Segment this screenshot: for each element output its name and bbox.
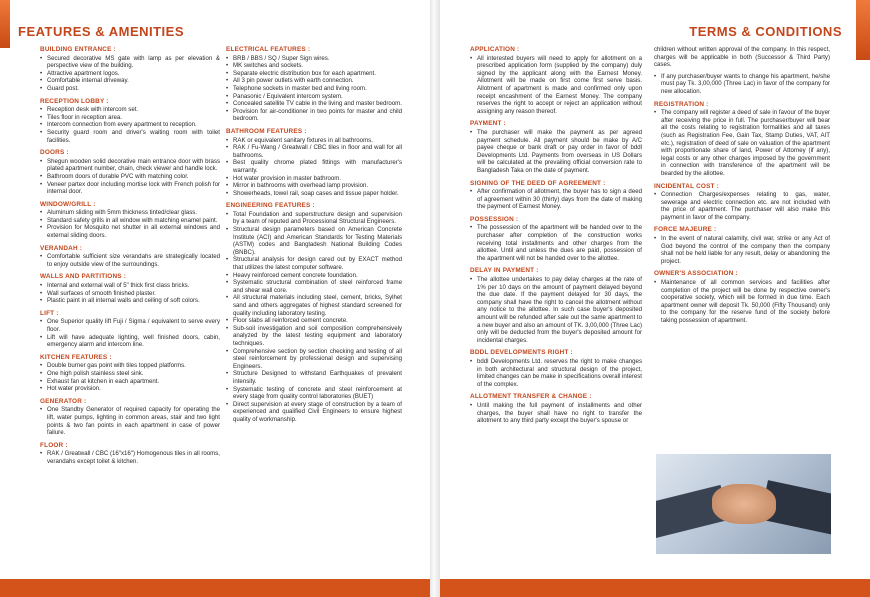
bullet-list: [40, 158, 220, 196]
section: [40, 354, 220, 393]
handshake-icon: [712, 484, 776, 524]
bullet-item: • Lift will have adequate lighting, well finished doors, cabin, emergency alarm and intercom line.: [40, 334, 220, 349]
section: [654, 101, 830, 178]
section-heading: DOORS :: [40, 149, 69, 157]
left-page: [0, 0, 430, 597]
section: [40, 273, 220, 304]
section-heading: POSSESSION :: [470, 215, 519, 223]
bullet-item: • Double burner gas point with tiles topped platforms.: [40, 362, 220, 370]
bullet-item: • Attractive apartment logos.: [40, 70, 220, 78]
section-heading: OWNER'S ASSOCIATION :: [654, 270, 738, 278]
handshake-photo: [656, 454, 831, 554]
section: [40, 398, 220, 437]
section: [226, 128, 402, 197]
section-heading: RECEPTION LOBBY :: [40, 97, 109, 105]
section: [40, 46, 220, 93]
bullet-item: • Hot water provision in master bathroom.: [226, 175, 402, 183]
section: [654, 226, 830, 265]
bullet-list: [470, 224, 642, 262]
bullet-list: [470, 358, 642, 388]
bullet-item: • Provision for air-conditioner in two points for master and child bedroom.: [226, 108, 402, 123]
bullet-list: [226, 55, 402, 123]
bullet-item: • If any purchaser/buyer wants to change his apartment, he/she must pay Tk. 3,00,000 (Three Lac) in favor of the company for new allocation.: [654, 73, 830, 96]
bullet-item: • The purchaser will make the payment as per agreed payment schedule. All payment should be make by A/C payee cheque or bank draft or pay order in favor of bddl Developments Ltd. Payments from overseas in US Dollars will be calculated at the prevailing official conversion rate to Bangladesh Taka on the date of payment.: [470, 129, 642, 175]
bullet-item: • The company will register a deed of sale in favour of the buyer after receiving the price in full. The purchaser/buyer will bear all the costs relating to registration formalities and all taxes (such as Registration Fee, Gain Tax, Stamp Duties, VAT, AIT etc.), registration of deed of sale on valuation of the apartment with proportionate share of land, Power of Attorney (if any), legal costs or any other charges imposed by the government in connection with transference of the apartment will be bearded by the allottee.: [654, 109, 830, 177]
bullet-item: • Structural design parameters based on American Concrete Institute (ACI) and American Standards for Testing Materials (ASTM) codes and Bangladesh National Building Codes (BNBC).: [226, 226, 402, 256]
bullet-item: • The possession of the apartment will be handed over to the purchaser after completion of the construction works receiving total installments and other charges from the allottee. Until and unless the dues are paid, possession of the apartment will not be handed over to the allottee.: [470, 224, 642, 262]
section: [40, 245, 220, 269]
section-heading: FLOOR :: [40, 441, 68, 449]
bullet-list: [40, 362, 220, 392]
bullet-item: • RAK / Fu-Wang / Greatwall / CBC tiles in floor and wall for all bathrooms.: [226, 144, 402, 159]
bullet-item: • Best quality chrome plated fittings with manufacturer's warranty.: [226, 159, 402, 174]
bullet-list: [654, 235, 830, 265]
bullet-item: • Hot water provision.: [40, 385, 220, 393]
bullet-item: • Floor slabs all reinforced cement concrete.: [226, 317, 402, 325]
bullet-item: • Internal and external wall of 5" thick first class bricks.: [40, 282, 220, 290]
page-title: TERMS & CONDITIONS: [689, 24, 842, 39]
bullet-item: • Security guard room and driver's waiting room with toilet facilities.: [40, 129, 220, 144]
section: [470, 180, 642, 211]
section-heading: WALLS AND PARTITIONS :: [40, 273, 127, 281]
bullet-item: • Veneer partex door including mortise lock with French polish for internal door.: [40, 181, 220, 196]
bullet-item: • RAK / Greatwall / CBC (16"x16") Homogenous tiles in all rooms, verandahs except toilet & kitchen.: [40, 450, 220, 465]
section-heading: ENGINEERING FEATURES :: [226, 202, 315, 210]
bullet-item: • Connection Charges/expenses relating to gas, water, sewerage and electric connection etc. are not included with the price of apartment. The purchaser will also make this payment in favor of the company.: [654, 191, 830, 221]
bullet-item: • MK switches and sockets.: [226, 62, 402, 70]
section-heading: REGISTRATION :: [654, 100, 709, 108]
page-number: 10: [24, 565, 37, 577]
bullet-item: • Guard post.: [40, 85, 220, 93]
bullet-item: • Tiles floor in reception area.: [40, 114, 220, 122]
section-heading: SIGNING OF THE DEED OF AGREEMENT :: [470, 179, 606, 187]
bullet-list: [654, 109, 830, 177]
section: [470, 349, 642, 388]
bullet-list: [40, 318, 220, 348]
right-page: [440, 0, 870, 597]
bullet-item: • Sub-soil investigation and soil composition comprehensively analyzed by the latest testing equipment and laboratory techniques.: [226, 325, 402, 348]
section: [470, 120, 642, 174]
bullet-list: [40, 450, 220, 465]
features-column-2: [226, 46, 402, 429]
bullet-item: • Plastic paint in all internal walls and ceiling of soft colors.: [40, 297, 220, 305]
bullet-item: • The allottee undertakes to pay delay charges at the rate of 1% per 10 days on the amount of payment delayed beyond the due date. If the payment delayed for 30 days, the company shall have the right to cancel the allotment without any notice to the allottee. In such case buyer's deposited amount will be refunded after sale out the same apartment to a new buyer and also an amount of TK. 3,00,000 (Three Lac) only will be deducted from the buyer's deposited amount for incidental charges.: [470, 276, 642, 344]
section: [40, 98, 220, 145]
bullet-list: [40, 282, 220, 305]
bullet-item: • Separate electric distribution box for each apartment.: [226, 70, 402, 78]
section: [470, 393, 642, 424]
bullet-item: • Direct supervision at every stage of construction by a team of experienced and qualified Civil Engineers to ensure highest quality of workmanship.: [226, 401, 402, 424]
bullet-item: • RAK or equivalent sanitary fixtures in all bathrooms.: [226, 137, 402, 145]
bullet-item: • One high polish stainless steel sink.: [40, 370, 220, 378]
bullet-item: • Systematic testing of concrete and steel reinforcement at every stage from quality control laboratories (BUET): [226, 386, 402, 401]
bullet-list: [654, 73, 830, 96]
bullet-list: [470, 188, 642, 211]
section-heading: WINDOW/GRILL :: [40, 200, 96, 208]
terms-column-1: [470, 46, 642, 430]
bullet-item: • Shegun wooden solid decorative main entrance door with brass plated apartment number, chain, check viewer and handle lock.: [40, 158, 220, 173]
bullet-list: [470, 276, 642, 344]
bullet-list: [40, 106, 220, 144]
bullet-item: • Mirror in bathrooms with overhead lamp provision.: [226, 182, 402, 190]
bullet-item: • Bathroom doors of durable PVC with matching color.: [40, 173, 220, 181]
section-heading: BUILDING ENTRANCE :: [40, 46, 116, 53]
bullet-list: [654, 191, 830, 221]
bullet-item: • All interested buyers will need to apply for allotment on a prescribed application form (supplied by the company) duly signed by the applicant along with the Earnest Money. Allotment will be made on first come first serve basis. Allotment of apartment is made and confirmed only upon receipt encashment of the Earnest Money. The company reserves the right to accept or reject an application without assigning any reason thereof.: [470, 55, 642, 116]
section-heading: BDDL DEVELOPMENTS RIGHT :: [470, 349, 573, 357]
bullet-item: • BRB / BBS / SQ / Super Sign wires.: [226, 55, 402, 63]
section: [470, 46, 642, 115]
bullet-item: • All structural materials including steel, cement, bricks, Sylhet sand and others aggregates of highest standard screened for quality including laboratory testing.: [226, 294, 402, 317]
section: [226, 46, 402, 123]
bullet-item: • Total Foundation and superstructure design and supervision by a team of reputed and Processional Structural Engineers.: [226, 211, 402, 226]
section-heading: APPLICATION :: [470, 46, 520, 53]
bullet-list: [470, 402, 642, 425]
bullet-item: • Exhaust fan at kitchen in each apartment.: [40, 378, 220, 386]
bullet-item: • Wall surfaces of smooth finished plaster.: [40, 290, 220, 298]
bullet-item: • Standard safety grills in all window with matching enamel paint.: [40, 217, 220, 225]
bullet-list: [470, 55, 642, 116]
bullet-item: • All 3 pin power outlets with earth connection.: [226, 77, 402, 85]
bullet-item: • Comfortable internal driveway.: [40, 77, 220, 85]
bullet-item: • Systematic structural combination of steel reinforced frame and shear wall core.: [226, 279, 402, 294]
section-heading: ELECTRICAL FEATURES :: [226, 46, 311, 53]
section-heading: VERANDAH :: [40, 244, 83, 252]
corner-bar: [856, 0, 870, 60]
bullet-item: • Telephone sockets in master bed and living room.: [226, 85, 402, 93]
section: [654, 183, 830, 222]
section: [470, 267, 642, 344]
bullet-item: • Structural analysis for design cared out by EXACT method that utilizes the latest computer software.: [226, 256, 402, 271]
section: [40, 149, 220, 196]
section-heading: ALLOTMENT TRANSFER & CHANGE :: [470, 393, 592, 401]
bullet-item: • Maintenance of all common services and facilities after completion of the project will be done by respective owner's cooperative society, which will be formed in due time. Each apartment owner will deposit Tk. 50,000 (Fifty Thousand) only to the company for the reserve fund of the society before taking possession of apartment.: [654, 279, 830, 325]
bullet-item: • Heavy reinforced cement concrete foundation.: [226, 272, 402, 280]
section: [40, 310, 220, 349]
bullet-item: • One Superior quality lift Fuji / Sigma / equivalent to serve every floor.: [40, 318, 220, 333]
bullet-item: • Showerheads, towel rail, soap cases and tissue paper holder.: [226, 190, 402, 198]
section: [40, 201, 220, 240]
terms-column-2: [654, 46, 830, 330]
continued-text: children without written approval of the company. In this respect, charges will be applicable in both (Successor & Third Party) cases.: [654, 46, 830, 69]
bullet-item: • Comprehensive section by section checking and testing of all steel reinforcement by professional design and supervising Engineers.: [226, 348, 402, 371]
section-heading: GENERATOR :: [40, 397, 87, 405]
bullet-item: • After confirmation of allotment, the buyer has to sign a deed of agreement within 30 (thirty) days from the date of making the payment of Earnest Money.: [470, 188, 642, 211]
bullet-item: • Comfortable sufficient size verandahs are strategically located to enjoy outside view of the surroundings.: [40, 253, 220, 268]
bullet-item: • Until making the full payment of installments and other charges, the buyer shall have no right to transfer the allotment to any third party except the buyer's spouse or: [470, 402, 642, 425]
features-column-1: [40, 46, 220, 471]
bullet-item: • Aluminum sliding with 5mm thickness tinted/clear glass.: [40, 209, 220, 217]
bullet-item: • One Standby Generator of required capacity for operating the lift, water pumps, lighting in common areas, stair and two light points & two fan points in each apartment in case of power failure.: [40, 406, 220, 436]
bullet-item: • bddl Developments Ltd. reserves the right to make changes in both architectural and structural design of the project, limited changes can be make in specifications overall interest of the complex.: [470, 358, 642, 388]
bullet-item: • In the event of natural calamity, civil war, strike or any Act of God beyond the control of the company then the company shall not be held liable for any result, delay or abandoning the project.: [654, 235, 830, 265]
bullet-list: [40, 55, 220, 93]
bullet-list: [40, 253, 220, 268]
section-heading: BATHROOM FEATURES :: [226, 127, 307, 135]
bullet-list: [226, 137, 402, 198]
section-heading: LIFT :: [40, 309, 59, 317]
bullet-item: • Panasonic / Equivalent intercom system.: [226, 93, 402, 101]
section-heading: PAYMENT :: [470, 120, 506, 128]
section-heading: KITCHEN FEATURES :: [40, 353, 112, 361]
bullet-item: • Reception desk with intercom set.: [40, 106, 220, 114]
section-heading: INCIDENTAL COST :: [654, 182, 719, 190]
section: [470, 216, 642, 263]
page-gutter: [430, 0, 440, 597]
bullet-item: • Intercom connection from every apartment to reception.: [40, 121, 220, 129]
bullet-item: • Structure Designed to withstand Earthquakes of prevalent intensity.: [226, 370, 402, 385]
bottom-band: [440, 579, 870, 597]
page-number: 11: [836, 565, 848, 577]
bullet-item: • Secured decorative MS gate with lamp as per elevation & perspective view of the building.: [40, 55, 220, 70]
page-title: FEATURES & AMENITIES: [18, 24, 185, 39]
bullet-list: [40, 209, 220, 239]
section-heading: DELAY IN PAYMENT :: [470, 267, 539, 275]
section-heading: FORCE MAJEURE :: [654, 226, 717, 234]
bullet-list: [654, 279, 830, 325]
section: [226, 202, 402, 423]
bullet-item: • Concealed satellite TV cable in the living and master bedroom.: [226, 100, 402, 108]
bullet-list: [226, 211, 402, 424]
bullet-list: [40, 406, 220, 436]
bottom-band: [0, 579, 430, 597]
section: [654, 270, 830, 324]
bullet-item: • Provision for Mosquito net shutter in all external windows and external sliding doors.: [40, 224, 220, 239]
corner-bar: [0, 0, 10, 48]
section: [40, 442, 220, 466]
bullet-list: [470, 129, 642, 175]
